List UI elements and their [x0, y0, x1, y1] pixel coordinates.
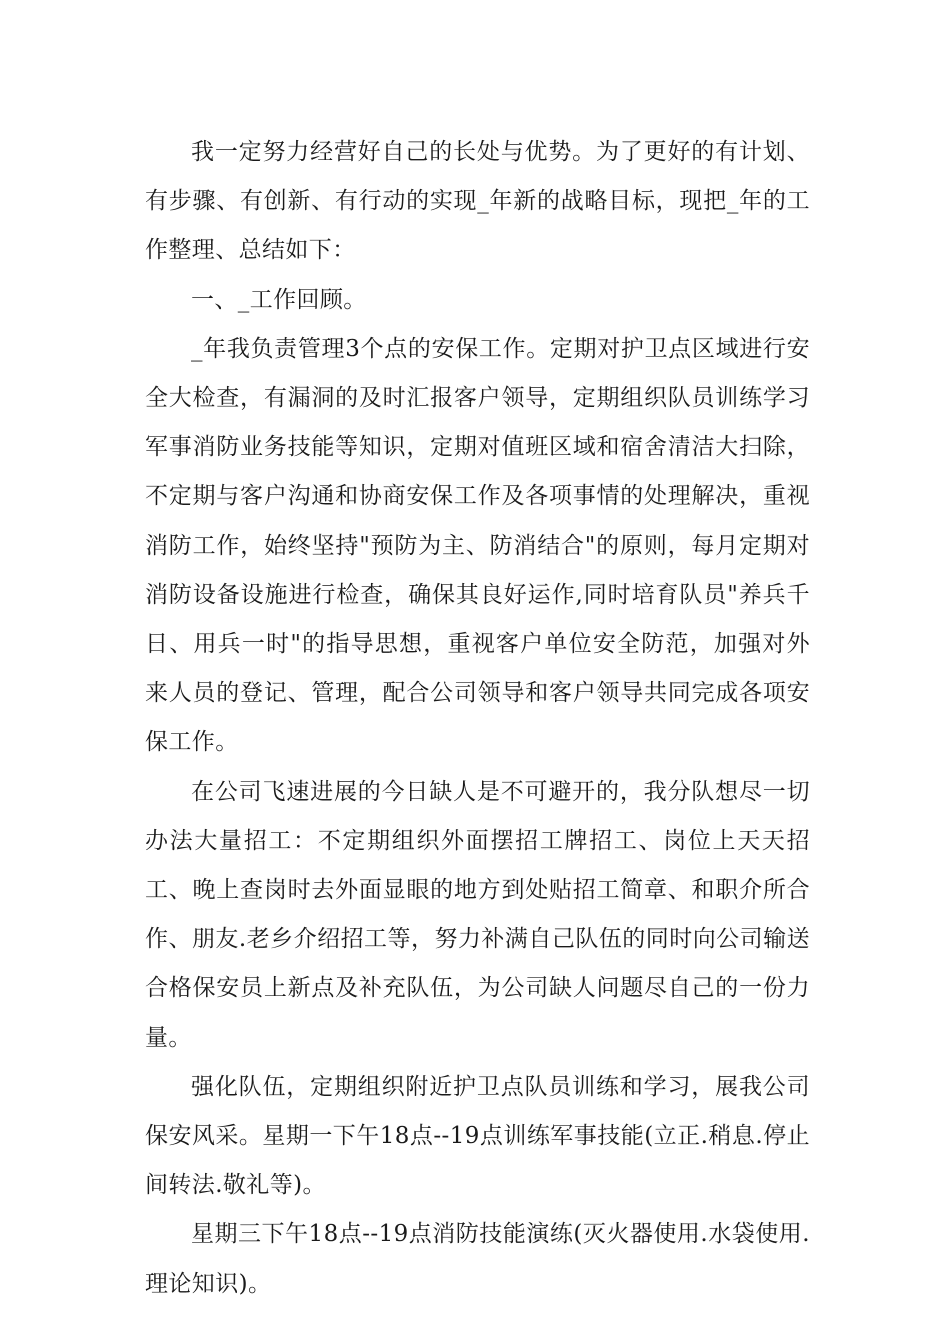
paragraph-intro: 我一定努力经营好自己的长处与优势。为了更好的有计划、有步骤、有创新、有行动的实现_年新的战略目标，现把_年的工作整理、总结如下： [145, 139, 810, 264]
paragraph-recruitment: 在公司飞速进展的今日缺人是不可避开的，我分队想尽一切办法大量招工：不定期组织外面摆招工牌招工、岗位上天天招工、晚上查岗时去外面显眼的地方到处贴招工简章、和职介所合作、朋友.老乡介绍招工等，努力补满自己队伍的同时向公司输送合格保安员上新点及补充队伍，为公司缺人问题尽自己的一份力量。 [145, 778, 810, 1051]
paragraph-team-training: 强化队伍，定期组织附近护卫点队员训练和学习，展我公司保安风采。星期一下午18点--19点训练军事技能(立正.稍息.停止间转法.敬礼等)。 [145, 1073, 810, 1199]
document-body [145, 128, 810, 1309]
paragraph-fire-drill: 星期三下午18点--19点消防技能演练(灭火器使用.水袋使用.理论知识)。 [145, 1221, 810, 1297]
paragraph-security-work: _年我负责管理3个点的安保工作。定期对护卫点区域进行安全大检查，有漏洞的及时汇报客户领导，定期组织队员训练学习军事消防业务技能等知识，定期对值班区域和宿舍清洁大扫除，不定期与客户沟通和协商安保工作及各项事情的处理解决，重视消防工作，始终坚持"预防为主、防消结合"的原则，每月定期对消防设备设施进行检查，确保其良好运作,同时培育队员"养兵千日、用兵一时"的指导思想，重视客户单位安全防范，加强对外来人员的登记、管理，配合公司领导和客户领导共同完成各项安保工作。 [145, 335, 810, 756]
section-heading-work-review: 一、_工作回顾。 [191, 286, 367, 313]
